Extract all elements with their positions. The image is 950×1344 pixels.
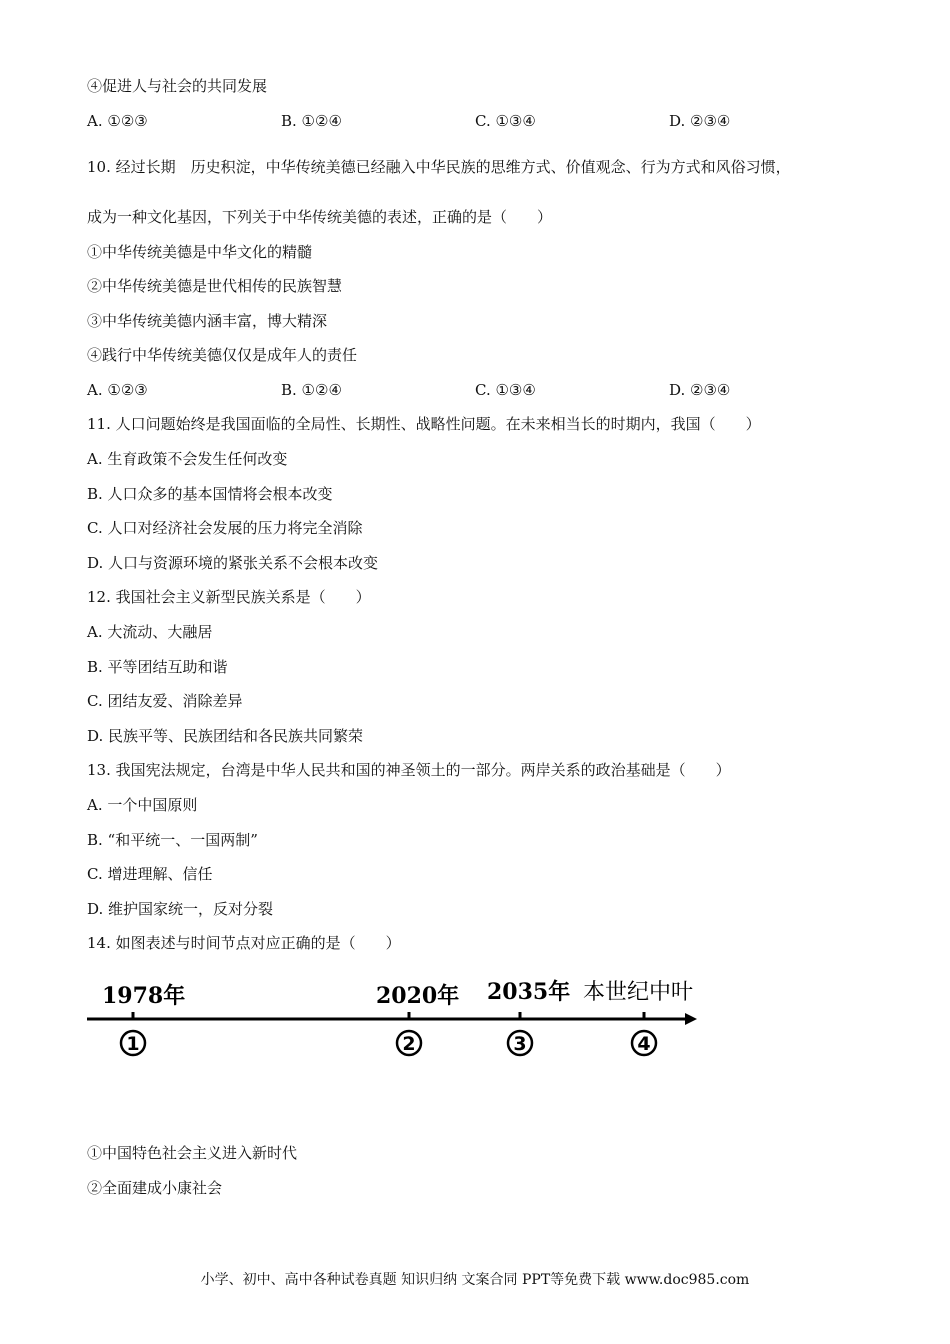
q9-item-4: ④促进人与社会的共同发展 bbox=[87, 77, 268, 95]
q12-stem: 12. 我国社会主义新型民族关系是（ ） bbox=[87, 588, 371, 606]
q10-item-4: ④践行中华传统美德仅仅是成年人的责任 bbox=[87, 346, 358, 364]
timeline-marker-2: 2 bbox=[402, 1033, 416, 1055]
q9-option-c: C. ①③④ bbox=[475, 112, 536, 130]
q13-option-a: A. 一个中国原则 bbox=[87, 796, 198, 814]
q10-stem-line2: 成为一种文化基因，下列关于中华传统美德的表述，正确的是（ ） bbox=[87, 208, 553, 226]
q10-option-d: D. ②③④ bbox=[669, 381, 731, 399]
q9-option-d: D. ②③④ bbox=[669, 112, 731, 130]
q14-item-1: ①中国特色社会主义进入新时代 bbox=[87, 1144, 298, 1162]
q10-item-3: ③中华传统美德内涵丰富，博大精深 bbox=[87, 312, 328, 330]
q9-option-b: B. ①②④ bbox=[281, 112, 342, 130]
timeline-marker-3: 3 bbox=[513, 1033, 527, 1055]
q12-option-c: C. 团结友爱、消除差异 bbox=[87, 692, 243, 710]
timeline-marker-1: 1 bbox=[126, 1033, 140, 1055]
timeline-marker-4: 4 bbox=[637, 1033, 651, 1055]
q14-item-2: ②全面建成小康社会 bbox=[87, 1179, 223, 1197]
q10-item-2: ②中华传统美德是世代相传的民族智慧 bbox=[87, 277, 343, 295]
timeline-arrow-icon bbox=[685, 1013, 697, 1025]
q11-option-c: C. 人口对经济社会发展的压力将完全消除 bbox=[87, 519, 363, 537]
q13-option-c: C. 增进理解、信任 bbox=[87, 865, 213, 883]
timeline-label-mid-century: 本世纪中叶 bbox=[583, 980, 694, 1005]
q13-option-d: D. 维护国家统一，反对分裂 bbox=[87, 900, 274, 918]
q11-option-d: D. 人口与资源环境的紧张关系不会根本改变 bbox=[87, 554, 379, 572]
q10-item-1: ①中华传统美德是中华文化的精髓 bbox=[87, 243, 313, 261]
q11-option-a: A. 生育政策不会发生任何改变 bbox=[87, 450, 288, 468]
q12-option-d: D. 民族平等、民族团结和各民族共同繁荣 bbox=[87, 727, 364, 745]
q14-stem: 14. 如图表述与时间节点对应正确的是（ ） bbox=[87, 934, 401, 952]
q11-option-b: B. 人口众多的基本国情将会根本改变 bbox=[87, 485, 333, 503]
page-footer: 小学、初中、高中各种试卷真题 知识归纳 文案合同 PPT等免费下载 www.doc985.com bbox=[200, 1272, 750, 1288]
q9-option-a: A. ①②③ bbox=[87, 112, 148, 130]
timeline-label-2035: 2035年 bbox=[487, 979, 571, 1005]
q10-stem-line1: 10. 经过长期 历史积淀，中华传统美德已经融入中华民族的思维方式、价值观念、行为方式和风俗习惯， bbox=[87, 158, 791, 176]
q13-option-b: B. “和平统一、一国两制” bbox=[87, 831, 258, 849]
q10-option-a: A. ①②③ bbox=[87, 381, 148, 399]
q14-timeline-figure bbox=[87, 970, 707, 1070]
timeline-label-2020: 2020年 bbox=[376, 983, 460, 1009]
q11-stem: 11. 人口问题始终是我国面临的全局性、长期性、战略性问题。在未来相当长的时期内，我国（ ） bbox=[87, 415, 761, 433]
q12-option-a: A. 大流动、大融居 bbox=[87, 623, 213, 641]
q10-options bbox=[87, 380, 867, 400]
q12-option-b: B. 平等团结互助和谐 bbox=[87, 658, 228, 676]
q13-stem: 13. 我国宪法规定，台湾是中华人民共和国的神圣领土的一部分。两岸关系的政治基础是（ ） bbox=[87, 761, 731, 779]
q10-option-c: C. ①③④ bbox=[475, 381, 536, 399]
q10-option-b: B. ①②④ bbox=[281, 381, 342, 399]
q9-options bbox=[87, 111, 867, 131]
timeline-label-1978: 1978年 bbox=[102, 983, 186, 1009]
